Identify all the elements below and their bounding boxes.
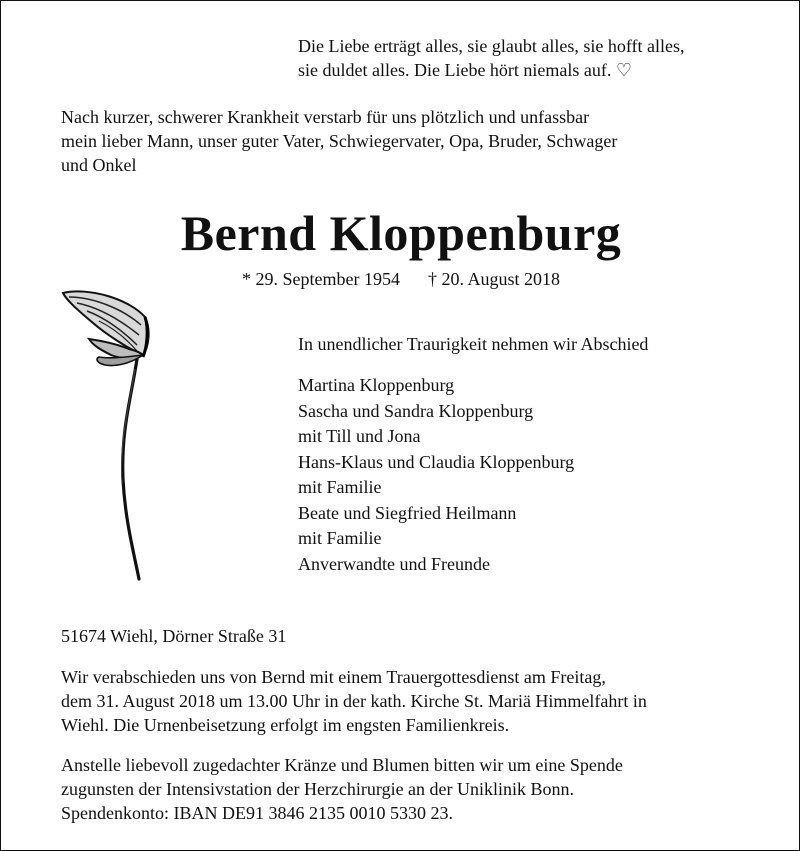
- intro-text: [61, 105, 617, 177]
- life-dates: [1, 267, 800, 291]
- quote-line: sie duldet alles. Die Liebe hört niemals auf. ♡: [298, 60, 633, 80]
- service-line: dem 31. August 2018 um 13.00 Uhr in der kath. Kirche St. Mariä Himmelfahrt in: [61, 691, 647, 711]
- mourning-address: 51674 Wiehl, Dörner Straße 31: [61, 626, 287, 646]
- mourner-line: Martina Kloppenburg: [298, 375, 455, 395]
- mourners-list: [298, 373, 574, 577]
- mourner-line: mit Familie: [298, 528, 382, 548]
- donation-text: [61, 753, 623, 825]
- service-line: Wiehl. Die Urnenbeisetzung erfolgt im engsten Familienkreis.: [61, 715, 510, 735]
- mourner-line: Sascha und Sandra Kloppenburg: [298, 400, 534, 421]
- service-line: Wir verabschieden uns von Bernd mit einem Trauergottesdienst am Freitag,: [61, 667, 606, 687]
- mourner-line: mit Till und Jona: [298, 426, 421, 446]
- donation-line: Spendenkonto: IBAN DE91 3846 2135 0010 5330 23.: [61, 803, 453, 823]
- donation-line: zugunsten der Intensivstation der Herzchirurgie an der Uniklinik Bonn.: [61, 779, 575, 799]
- mourner-line: Beate und Siegfried Heilmann: [298, 502, 517, 523]
- deceased-name: Bernd Kloppenburg: [180, 205, 622, 261]
- donation-line: Anstelle liebevoll zugedachter Kränze und Blumen bitten wir um eine Spende: [61, 755, 623, 775]
- bible-quote: [298, 34, 685, 82]
- mourner-line: Anverwandte und Freunde: [298, 553, 490, 574]
- intro-line: und Onkel: [61, 155, 137, 175]
- quote-line: Die Liebe erträgt alles, sie glaubt alles, sie hofft alles,: [298, 36, 685, 56]
- intro-line: mein lieber Mann, unser guter Vater, Schwiegervater, Opa, Bruder, Schwager: [61, 131, 618, 151]
- funeral-service-text: [61, 665, 647, 737]
- farewell-heading: In unendlicher Traurigkeit nehmen wir Abschied: [298, 334, 649, 354]
- mourner-line: Hans-Klaus und Claudia Kloppenburg: [298, 451, 575, 472]
- butterfly-flower-icon: [59, 289, 159, 581]
- mourner-line: mit Familie: [298, 477, 382, 497]
- intro-line: Nach kurzer, schwerer Krankheit verstarb für uns plötzlich und unfassbar: [61, 107, 590, 127]
- death-date: † 20. August 2018: [427, 269, 560, 289]
- birth-date: * 29. September 1954: [242, 269, 400, 289]
